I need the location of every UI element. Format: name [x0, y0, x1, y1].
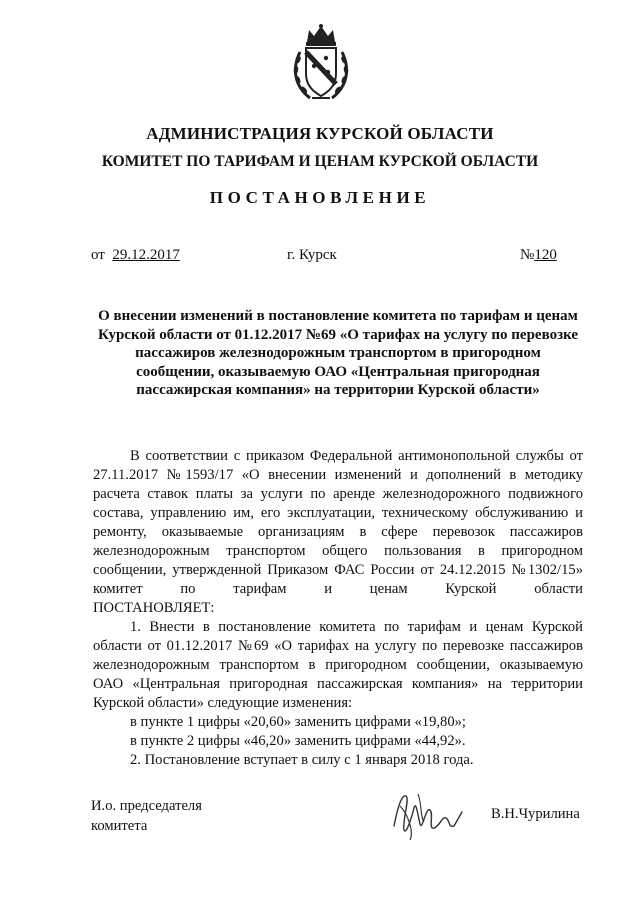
number-value: 120 — [534, 247, 557, 263]
date-prefix: от — [91, 247, 105, 263]
resolves-word: ПОСТАНОВЛЯЕТ: — [93, 600, 215, 616]
title-line: О внесении изменений в постановление комитета по тарифам и ценам — [98, 308, 578, 324]
signatory-position — [91, 796, 202, 836]
committee-heading: КОМИТЕТ ПО ТАРИФАМ И ЦЕНАМ КУРСКОЙ ОБЛАСТИ — [101, 153, 539, 170]
sub-item-2: в пункте 2 цифры «46,20» заменить цифрами «44,92». — [130, 733, 466, 749]
preamble-paragraph: В соответствии с приказом Федеральной антимонопольной службы от 27.11.2017 №1593/17 «О внесении изменений и дополнений в методику расчета ставок платы за услуги по аренде железнодорожного подвижного состава, управлению им, его эксплуатации, техническому обслуживанию и ремонту, оказываемые организациям в сфере перевозок пассажиров железнодорожным транспортом общего пользования в пригородном сообщении, утвержденной Приказом ФАС России от 24.12.2015 №1302/15» комитет по тарифам и ценам Курской области — [93, 448, 583, 597]
title-line: Курской области от 01.12.2017 №69 «О тарифах на услугу по перевозке — [97, 326, 579, 343]
position-line: И.о. председателя — [91, 798, 202, 814]
document-body — [93, 447, 583, 770]
item-2-paragraph: 2. Постановление вступает в силу с 1 января 2018 года. — [130, 752, 474, 768]
title-line: сообщении, оказываемую ОАО «Центральная пригородная — [136, 363, 540, 380]
kursk-coat-of-arms-icon — [290, 22, 352, 104]
document-number — [520, 247, 557, 264]
administration-heading: АДМИНИСТРАЦИЯ КУРСКОЙ ОБЛАСТИ — [146, 124, 494, 143]
handwritten-signature — [384, 786, 466, 842]
item-1-paragraph: 1. Внести в постановление комитета по тарифам и ценам Курской области от 01.12.2017 №69 «О тарифах на услугу по перевозке пассажиров железнодорожным транспортом в пригородном сообщении, оказываемую ОАО «Центральная пригородная пассажирская компания» на территории Курской области» следующие изменения: — [93, 619, 583, 711]
title-line: пассажиров железнодорожным транспортом в пригородном — [135, 345, 541, 361]
document-type-heading: ПОСТАНОВЛЕНИЕ — [209, 188, 431, 207]
sub-item-1: в пункте 1 цифры «20,60» заменить цифрами «19,80»; — [130, 714, 466, 730]
position-line: комитета — [91, 818, 148, 834]
title-line: пассажирская компания» на территории Курской области» — [136, 382, 540, 398]
document-title — [92, 307, 584, 400]
signatory-name: В.Н.Чурилина — [491, 806, 580, 822]
document-city: г. Курск — [287, 247, 337, 263]
number-prefix: № — [520, 247, 535, 263]
date-value: 29.12.2017 — [112, 247, 180, 263]
document-date — [91, 247, 180, 264]
